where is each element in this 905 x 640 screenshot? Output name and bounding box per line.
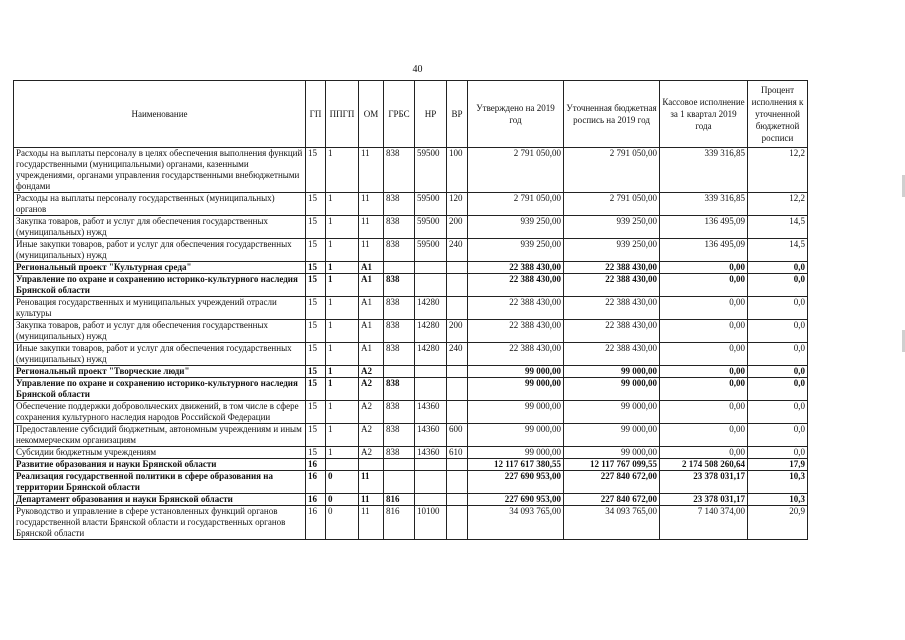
cell-gp: 15 — [306, 366, 326, 378]
cell-revised: 22 388 430,00 — [564, 274, 660, 297]
cell-approved: 2 791 050,00 — [468, 193, 564, 216]
cell-ppgp: 1 — [326, 320, 359, 343]
header-grbs: ГРБС — [384, 81, 415, 148]
cell-percent: 0,0 — [748, 320, 808, 343]
cell-cash: 0,00 — [660, 343, 748, 366]
cell-np: 59500 — [415, 216, 447, 239]
cell-approved: 22 388 430,00 — [468, 297, 564, 320]
cell-cash: 0,00 — [660, 297, 748, 320]
cell-ppgp: 1 — [326, 401, 359, 424]
cell-gp: 15 — [306, 216, 326, 239]
cell-vr: 200 — [447, 320, 468, 343]
cell-om: 11 — [359, 193, 384, 216]
cell-revised: 99 000,00 — [564, 447, 660, 459]
cell-cash: 0,00 — [660, 274, 748, 297]
cell-grbs: 838 — [384, 343, 415, 366]
header-name: Наименование — [14, 81, 306, 148]
cell-om: 11 — [359, 471, 384, 494]
cell-grbs: 838 — [384, 424, 415, 447]
cell-name: Расходы на выплаты персоналу государственных (муниципальных) органов — [14, 193, 306, 216]
cell-cash: 136 495,09 — [660, 216, 748, 239]
cell-ppgp: 1 — [326, 262, 359, 274]
cell-om — [359, 459, 384, 471]
cell-cash: 23 378 031,17 — [660, 494, 748, 506]
cell-revised: 939 250,00 — [564, 216, 660, 239]
cell-name: Региональный проект "Творческие люди" — [14, 366, 306, 378]
cell-name: Иные закупки товаров, работ и услуг для обеспечения государственных (муниципальных) нужд — [14, 239, 306, 262]
cell-om: 11 — [359, 239, 384, 262]
cell-vr — [447, 274, 468, 297]
cell-om: 11 — [359, 506, 384, 540]
header-ppgp: ППГП — [326, 81, 359, 148]
cell-revised: 227 840 672,00 — [564, 471, 660, 494]
cell-approved: 99 000,00 — [468, 366, 564, 378]
cell-om: 11 — [359, 494, 384, 506]
cell-om: A1 — [359, 343, 384, 366]
cell-ppgp: 0 — [326, 471, 359, 494]
table-row — [14, 366, 808, 378]
cell-revised: 22 388 430,00 — [564, 343, 660, 366]
cell-ppgp: 1 — [326, 239, 359, 262]
budget-table — [13, 80, 808, 540]
cell-gp: 15 — [306, 262, 326, 274]
cell-vr — [447, 401, 468, 424]
cell-vr: 240 — [447, 239, 468, 262]
header-approved: Утверждено на 2019 год — [468, 81, 564, 148]
cell-revised: 34 093 765,00 — [564, 506, 660, 540]
cell-om: A2 — [359, 401, 384, 424]
cell-vr: 200 — [447, 216, 468, 239]
table-row — [14, 274, 808, 297]
cell-percent: 0,0 — [748, 447, 808, 459]
cell-om: A1 — [359, 297, 384, 320]
cell-approved: 22 388 430,00 — [468, 320, 564, 343]
table-row — [14, 193, 808, 216]
cell-name: Развитие образования и науки Брянской области — [14, 459, 306, 471]
cell-np — [415, 494, 447, 506]
cell-approved: 22 388 430,00 — [468, 274, 564, 297]
cell-np: 59500 — [415, 239, 447, 262]
cell-gp: 15 — [306, 297, 326, 320]
header-percent: Процент исполнения к уточненной бюджетной росписи — [748, 81, 808, 148]
cell-grbs: 838 — [384, 274, 415, 297]
table-row — [14, 297, 808, 320]
cell-approved: 34 093 765,00 — [468, 506, 564, 540]
cell-ppgp: 1 — [326, 193, 359, 216]
table-row — [14, 343, 808, 366]
cell-approved: 22 388 430,00 — [468, 262, 564, 274]
cell-np — [415, 378, 447, 401]
cell-grbs: 838 — [384, 447, 415, 459]
cell-grbs: 838 — [384, 193, 415, 216]
cell-vr — [447, 366, 468, 378]
cell-revised: 22 388 430,00 — [564, 320, 660, 343]
cell-gp: 16 — [306, 506, 326, 540]
cell-ppgp — [326, 459, 359, 471]
cell-grbs: 816 — [384, 506, 415, 540]
cell-grbs: 838 — [384, 401, 415, 424]
cell-grbs: 838 — [384, 148, 415, 193]
cell-name: Реновация государственных и муниципальных учреждений отрасли культуры — [14, 297, 306, 320]
cell-om: A2 — [359, 424, 384, 447]
cell-cash: 0,00 — [660, 401, 748, 424]
cell-cash: 0,00 — [660, 424, 748, 447]
cell-name: Обеспечение поддержки добровольческих движений, в том числе в сфере сохранения культурного наследия народов Российской Федерации — [14, 401, 306, 424]
cell-percent: 0,0 — [748, 343, 808, 366]
cell-percent: 0,0 — [748, 378, 808, 401]
cell-ppgp: 0 — [326, 494, 359, 506]
cell-om: 11 — [359, 148, 384, 193]
cell-om: A1 — [359, 274, 384, 297]
cell-grbs — [384, 471, 415, 494]
cell-np — [415, 459, 447, 471]
cell-gp: 15 — [306, 320, 326, 343]
table-row — [14, 239, 808, 262]
cell-percent: 14,5 — [748, 239, 808, 262]
cell-revised: 22 388 430,00 — [564, 262, 660, 274]
table-row — [14, 447, 808, 459]
cell-np — [415, 274, 447, 297]
cell-approved: 12 117 617 380,55 — [468, 459, 564, 471]
table-row — [14, 262, 808, 274]
cell-revised: 2 791 050,00 — [564, 148, 660, 193]
cell-ppgp: 1 — [326, 297, 359, 320]
cell-revised: 99 000,00 — [564, 424, 660, 447]
cell-cash: 0,00 — [660, 378, 748, 401]
cell-cash: 136 495,09 — [660, 239, 748, 262]
cell-ppgp: 1 — [326, 424, 359, 447]
cell-vr: 120 — [447, 193, 468, 216]
cell-percent: 10,3 — [748, 471, 808, 494]
cell-grbs: 816 — [384, 494, 415, 506]
cell-revised: 99 000,00 — [564, 378, 660, 401]
cell-approved: 939 250,00 — [468, 239, 564, 262]
header-cash: Кассовое исполнение за 1 квартал 2019 года — [660, 81, 748, 148]
cell-cash: 339 316,85 — [660, 148, 748, 193]
cell-revised: 22 388 430,00 — [564, 297, 660, 320]
cell-name: Управление по охране и сохранению историко-культурного наследия Брянской области — [14, 274, 306, 297]
cell-cash: 339 316,85 — [660, 193, 748, 216]
table-row — [14, 401, 808, 424]
cell-np: 59500 — [415, 193, 447, 216]
cell-name: Реализация государственной политики в сфере образования на территории Брянской области — [14, 471, 306, 494]
table-row — [14, 148, 808, 193]
cell-ppgp: 1 — [326, 378, 359, 401]
cell-approved: 99 000,00 — [468, 424, 564, 447]
cell-vr: 600 — [447, 424, 468, 447]
cell-percent: 14,5 — [748, 216, 808, 239]
cell-percent: 0,0 — [748, 424, 808, 447]
cell-approved: 99 000,00 — [468, 447, 564, 459]
cell-gp: 15 — [306, 447, 326, 459]
table-body — [14, 148, 808, 540]
cell-np — [415, 262, 447, 274]
cell-vr — [447, 297, 468, 320]
cell-gp: 15 — [306, 148, 326, 193]
cell-percent: 0,0 — [748, 366, 808, 378]
cell-name: Закупка товаров, работ и услуг для обеспечения государственных (муниципальных) нужд — [14, 216, 306, 239]
cell-om: A1 — [359, 262, 384, 274]
cell-gp: 15 — [306, 193, 326, 216]
cell-np — [415, 366, 447, 378]
cell-gp: 16 — [306, 471, 326, 494]
cell-name: Закупка товаров, работ и услуг для обеспечения государственных (муниципальных) нужд — [14, 320, 306, 343]
cell-revised: 99 000,00 — [564, 401, 660, 424]
cell-gp: 16 — [306, 494, 326, 506]
cell-vr: 610 — [447, 447, 468, 459]
cell-gp: 15 — [306, 274, 326, 297]
cell-name: Субсидии бюджетным учреждениям — [14, 447, 306, 459]
cell-gp: 15 — [306, 343, 326, 366]
header-np: НР — [415, 81, 447, 148]
cell-np: 14360 — [415, 447, 447, 459]
cell-om: A2 — [359, 447, 384, 459]
cell-np: 14280 — [415, 343, 447, 366]
cell-percent: 0,0 — [748, 401, 808, 424]
cell-name: Департамент образования и науки Брянской области — [14, 494, 306, 506]
cell-om: A2 — [359, 378, 384, 401]
cell-grbs — [384, 459, 415, 471]
cell-grbs: 838 — [384, 216, 415, 239]
cell-approved: 99 000,00 — [468, 378, 564, 401]
cell-np: 14360 — [415, 424, 447, 447]
cell-grbs — [384, 366, 415, 378]
header-gp: ГП — [306, 81, 326, 148]
cell-grbs: 838 — [384, 320, 415, 343]
table-row — [14, 378, 808, 401]
cell-np: 14280 — [415, 320, 447, 343]
cell-gp: 15 — [306, 378, 326, 401]
cell-cash: 2 174 508 260,64 — [660, 459, 748, 471]
cell-approved: 22 388 430,00 — [468, 343, 564, 366]
cell-vr: 240 — [447, 343, 468, 366]
cell-approved: 227 690 953,00 — [468, 494, 564, 506]
cell-ppgp: 1 — [326, 274, 359, 297]
cell-vr: 100 — [447, 148, 468, 193]
cell-vr — [447, 471, 468, 494]
cell-vr — [447, 262, 468, 274]
table-header-row — [14, 81, 808, 148]
header-revised: Уточненная бюджетная роспись на 2019 год — [564, 81, 660, 148]
cell-om: 11 — [359, 216, 384, 239]
cell-name: Иные закупки товаров, работ и услуг для обеспечения государственных (муниципальных) нужд — [14, 343, 306, 366]
cell-percent: 12,2 — [748, 193, 808, 216]
cell-percent: 0,0 — [748, 274, 808, 297]
cell-name: Региональный проект "Культурная среда" — [14, 262, 306, 274]
cell-vr — [447, 506, 468, 540]
cell-revised: 227 840 672,00 — [564, 494, 660, 506]
cell-gp: 15 — [306, 424, 326, 447]
cell-gp: 16 — [306, 459, 326, 471]
cell-percent: 17,9 — [748, 459, 808, 471]
cell-vr — [447, 459, 468, 471]
table-row — [14, 506, 808, 540]
cell-cash: 7 140 374,00 — [660, 506, 748, 540]
cell-ppgp: 1 — [326, 343, 359, 366]
cell-approved: 227 690 953,00 — [468, 471, 564, 494]
cell-cash: 0,00 — [660, 320, 748, 343]
cell-percent: 0,0 — [748, 297, 808, 320]
cell-ppgp: 1 — [326, 148, 359, 193]
header-om: ОМ — [359, 81, 384, 148]
table-row — [14, 320, 808, 343]
cell-revised: 2 791 050,00 — [564, 193, 660, 216]
cell-grbs: 838 — [384, 378, 415, 401]
cell-grbs: 838 — [384, 239, 415, 262]
cell-percent: 20,9 — [748, 506, 808, 540]
table-row — [14, 424, 808, 447]
cell-ppgp: 1 — [326, 366, 359, 378]
table-row — [14, 216, 808, 239]
cell-cash: 23 378 031,17 — [660, 471, 748, 494]
cell-revised: 99 000,00 — [564, 366, 660, 378]
cell-approved: 2 791 050,00 — [468, 148, 564, 193]
cell-revised: 939 250,00 — [564, 239, 660, 262]
cell-np: 10100 — [415, 506, 447, 540]
cell-approved: 99 000,00 — [468, 401, 564, 424]
cell-percent: 10,3 — [748, 494, 808, 506]
cell-cash: 0,00 — [660, 262, 748, 274]
cell-gp: 15 — [306, 401, 326, 424]
cell-vr — [447, 494, 468, 506]
cell-np — [415, 471, 447, 494]
cell-revised: 12 117 767 099,55 — [564, 459, 660, 471]
cell-np: 14280 — [415, 297, 447, 320]
header-vr: ВР — [447, 81, 468, 148]
cell-gp: 15 — [306, 239, 326, 262]
table-row — [14, 459, 808, 471]
cell-grbs: 838 — [384, 297, 415, 320]
cell-ppgp: 0 — [326, 506, 359, 540]
cell-approved: 939 250,00 — [468, 216, 564, 239]
cell-ppgp: 1 — [326, 447, 359, 459]
cell-name: Расходы на выплаты персоналу в целях обеспечения выполнения функций государственными (муниципальными) органами, казенными учреждениями, органами управления государственными внебюджетными фондами — [14, 148, 306, 193]
cell-name: Руководство и управление в сфере установленных функций органов государственной власти Брянской области и государственных органов Брянской области — [14, 506, 306, 540]
cell-name: Предоставление субсидий бюджетным, автономным учреждениям и иным некоммерческим организациям — [14, 424, 306, 447]
cell-om: A2 — [359, 366, 384, 378]
table-row — [14, 471, 808, 494]
page-number: 40 — [412, 64, 423, 75]
cell-percent: 12,2 — [748, 148, 808, 193]
cell-grbs — [384, 262, 415, 274]
cell-name: Управление по охране и сохранению историко-культурного наследия Брянской области — [14, 378, 306, 401]
cell-np: 59500 — [415, 148, 447, 193]
cell-vr — [447, 378, 468, 401]
cell-percent: 0,0 — [748, 262, 808, 274]
cell-ppgp: 1 — [326, 216, 359, 239]
table-row — [14, 494, 808, 506]
cell-np: 14360 — [415, 401, 447, 424]
cell-om: A1 — [359, 320, 384, 343]
cell-cash: 0,00 — [660, 447, 748, 459]
cell-cash: 0,00 — [660, 366, 748, 378]
